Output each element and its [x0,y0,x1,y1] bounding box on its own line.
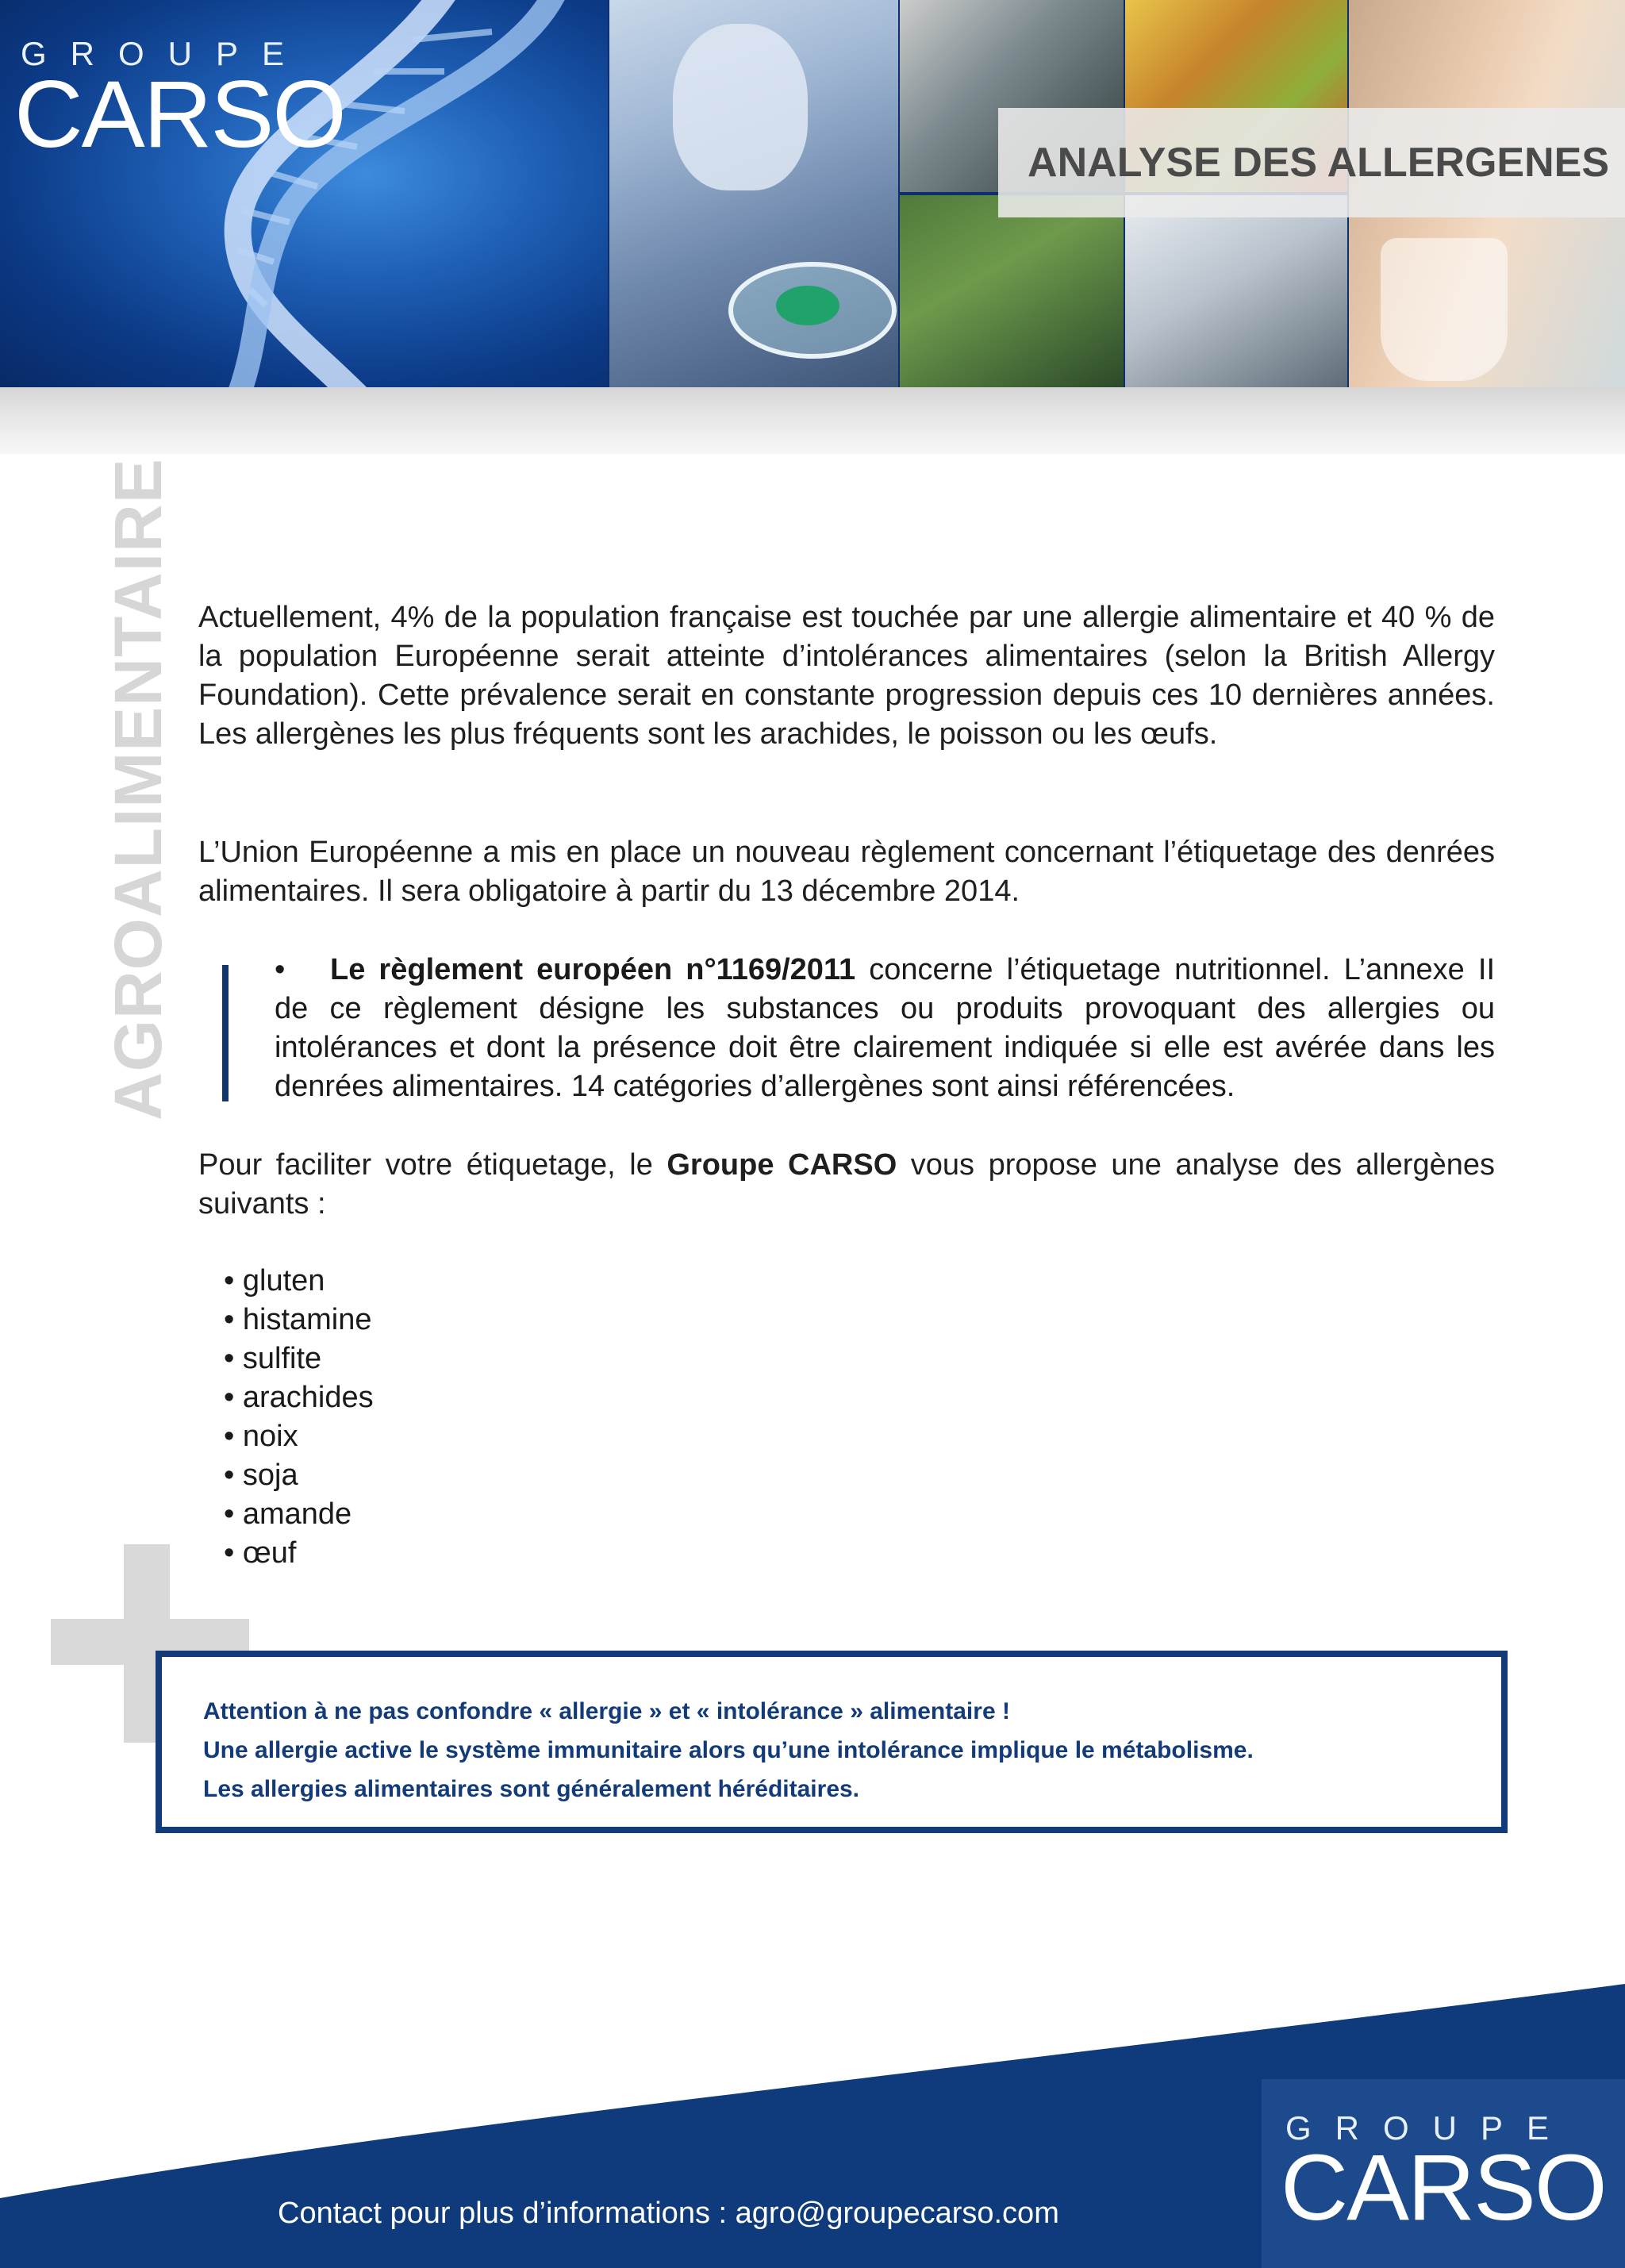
regulation-description: concerne l’étiquetage nutritionnel. L’annexe II de ce règlement désigne les substances ou produits provoquant des allergies ou intolérances et dont la présence doit être clairement indiquée si elle est avérée dans les denrées alimentaires. 14 catégories d’allergènes sont ainsi référencées. [275,953,1496,1103]
brand-carso-logo: CARSO [14,61,345,167]
offer-text-start: Pour faciliter votre étiquetage, le [198,1148,667,1182]
list-item: • histamine [224,1303,372,1336]
list-item: • noix [224,1420,298,1453]
header-divider-strip [0,387,1625,454]
header-banner [0,0,1625,387]
note-line-1: Attention à ne pas confondre « allergie » et « intolérance » alimentaire ! [203,1698,1010,1724]
dna-image [0,0,608,387]
brand-groupe-text: GROUPE [21,35,309,72]
bullet-icon: • [275,953,286,986]
footer-brand-carso: CARSO [1281,2135,1606,2240]
contact-info: Contact pour plus d’informations : agro@groupecarso.com [278,2197,1059,2230]
list-item: • amande [224,1497,352,1531]
regulation-reference: Le règlement européen n°1169/2011 [330,953,856,986]
page-title: ANALYSE DES ALLERGENES [1028,140,1609,186]
regulation-text [275,951,1495,1106]
side-category-label: AGROALIMENTAIRE [101,458,175,1121]
union-paragraph: L’Union Européenne a mis en place un nouveau règlement concernant l’étiquetage des denrées alimentaires. Il sera obligatoire à partir du 13 décembre 2014. [198,836,1495,908]
note-line-3: Les allergies alimentaires sont généralement héréditaires. [203,1776,860,1802]
list-item: • œuf [224,1536,297,1570]
page-title-band [998,108,1625,217]
intro-paragraph: Actuellement, 4% de la population française est touchée par une allergie alimentaire et 40 % de la population Européenne serait atteinte d’intolérances alimentaires (selon la British Allergy Foundation). Cette prévalence serait en constante progression depuis ces 10 dernières années. Les allergènes les plus fréquents sont les arachides, le poisson ou les œufs. [198,601,1495,751]
attention-note-box [156,1651,1508,1833]
list-item: • arachides [224,1381,374,1414]
footer-brand-groupe: GROUPE [1285,2109,1573,2147]
lab-technician-photo [609,0,898,387]
footer-logo [1262,2079,1625,2268]
list-item: • gluten [224,1264,325,1297]
offer-text-end: vous propose une analyse des allergènes suivants : [198,1148,1495,1220]
microscope-photo [1125,195,1347,387]
regulation-accent-bar [222,965,229,1101]
field-sampling-photo [900,195,1124,387]
note-line-2: Une allergie active le système immunitaire alors qu’une intolérance implique le métabolisme. [203,1737,1254,1763]
offer-paragraph [198,1146,1495,1224]
list-item: • sulfite [224,1342,322,1375]
offer-company-name: Groupe CARSO [667,1148,897,1182]
allergen-list [224,1262,374,1573]
list-item: • soja [224,1459,298,1492]
